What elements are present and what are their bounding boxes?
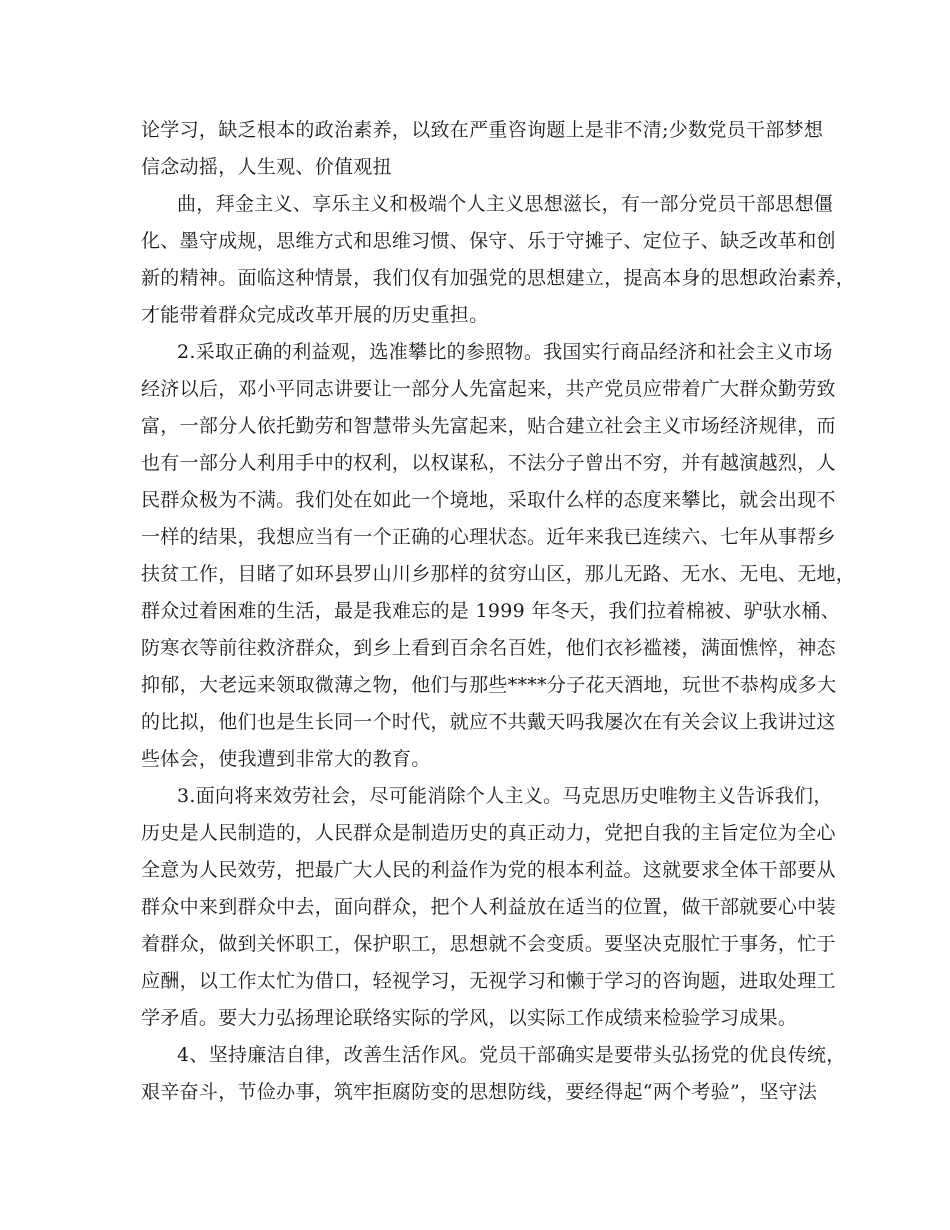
text-line: 全意为人民效劳，把最广大人民的利益作为党的根本利益。这就要求全体干部要从: [141, 859, 836, 881]
text-line: 历史是人民制造的，人民群众是制造历史的真正动力，党把自我的主旨定位为全心: [141, 822, 836, 844]
text-line: 一样的结果，我想应当有一个正确的心理状态。近年来我已连续六、七年从事帮乡: [141, 526, 836, 548]
text-line: 化、墨守成规，思维方式和思维习惯、保守、乐于守摊子、定位子、缺乏改革和创: [141, 230, 836, 252]
text-line: 学矛盾。要大力弘扬理论联络实际的学风，以实际工作成绩来检验学习成果。: [141, 1007, 798, 1029]
text-line: 扶贫工作，目睹了如环县罗山川乡那样的贫穷山区，那儿无路、无水、无电、无地，: [141, 563, 856, 585]
text-line: 抑郁，大老远来领取微薄之物，他们与那些****分子花天酒地，玩世不恭构成多大: [141, 674, 837, 696]
paragraph-start-line: 3.面向将来效劳社会，尽可能消除个人主义。马克思历史唯物主义告诉我们，: [177, 785, 833, 807]
text-line: 应酬，以工作太忙为借口，轻视学习，无视学习和懒于学习的咨询题，进取处理工: [141, 970, 836, 992]
text-line: 的比拟，他们也是生长同一个时代，就应不共戴天吗我屡次在有关会议上我讲过这: [141, 711, 836, 733]
text-line: 些体会，使我遭到非常大的教育。: [141, 748, 431, 770]
text-line: 着群众，做到关怀职工，保护职工，思想就不会变质。要坚决克服忙于事务，忙于: [141, 933, 836, 955]
text-line: 群众过着困难的生活，最是我难忘的是 1999 年冬天，我们拉着棉被、驴驮水桶、: [141, 600, 841, 622]
text-line: 才能带着群众完成改革开展的历史重担。: [141, 304, 489, 326]
text-line: 艰辛奋斗，节俭办事，筑牢拒腐防变的思想防线，要经得起“两个考验”，坚守法: [141, 1081, 818, 1103]
paragraph-start-line: 曲，拜金主义、享乐主义和极端个人主义思想滋长，有一部分党员干部思想僵: [177, 193, 834, 215]
text-line: 群众中来到群众中去，面向群众，把个人利益放在适当的位置，做干部就要心中装: [141, 896, 836, 918]
text-line: 经济以后，邓小平同志讲要让一部分人先富起来，共产党员应带着广大群众勤劳致: [141, 378, 836, 400]
text-line: 信念动摇，人生观、价值观扭: [141, 156, 392, 178]
text-line: 也有一部分人利用手中的权利，以权谋私，不法分子曾出不穷，并有越演越烈，人: [141, 452, 836, 474]
text-line: 新的精神。面临这种情景，我们仅有加强党的思想建立，提高本身的思想政治素养，: [141, 267, 856, 289]
document-body: [141, 112, 856, 1111]
text-line: 富，一部分人依托勤劳和智慧带头先富起来，贴合建立社会主义市场经济规律，而: [141, 415, 836, 437]
text-line: 民群众极为不满。我们处在如此一个境地，采取什么样的态度来攀比，就会出现不: [141, 489, 836, 511]
text-line: 防寒衣等前往救济群众，到乡上看到百余名百姓，他们衣衫褴褛，满面憔悴，神态: [141, 637, 836, 659]
paragraph-start-line: 4、坚持廉洁自律，改善生活作风。党员干部确实是要带头弘扬党的优良传统，: [177, 1044, 846, 1066]
text-line: 论学习，缺乏根本的政治素养，以致在严重咨询题上是非不清;少数党员干部梦想: [141, 119, 824, 141]
paragraph-start-line: 2.采取正确的利益观，选准攀比的参照物。我国实行商品经济和社会主义市场: [177, 341, 833, 363]
